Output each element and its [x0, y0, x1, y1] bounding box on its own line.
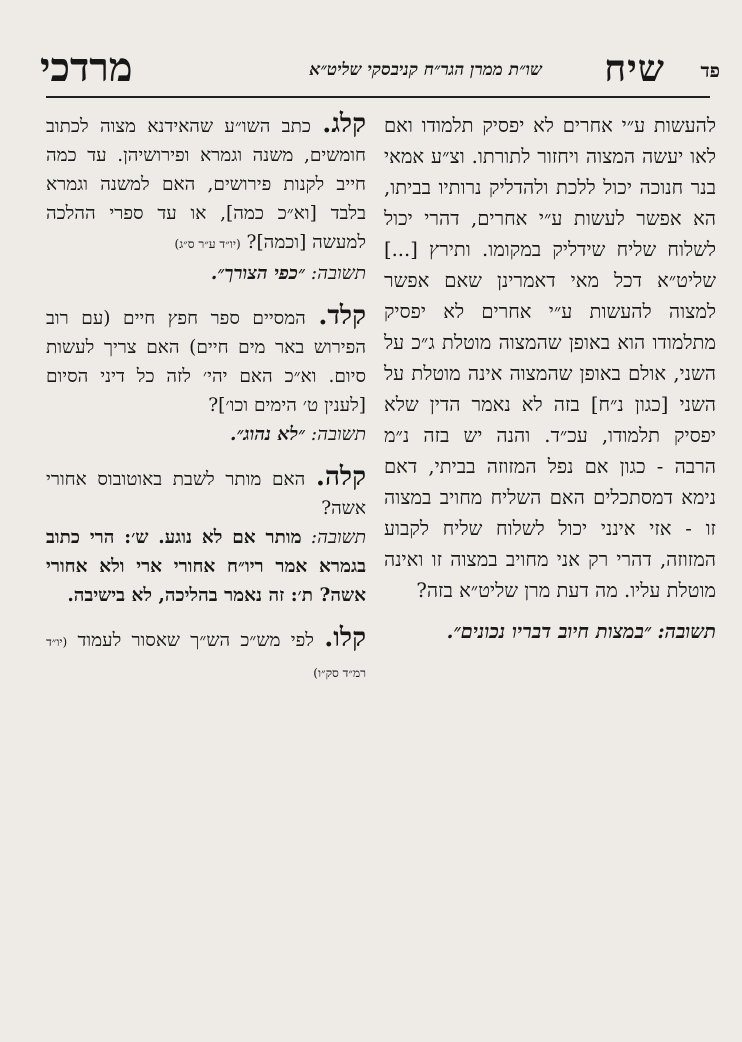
source-reference: (יו״ד רמ״ד סק״ו) [46, 635, 366, 680]
header-rule [46, 96, 710, 98]
item-question: האם מותר לשבת באוטובוס אחורי אשה? [46, 469, 366, 519]
page-number: פד [700, 60, 720, 82]
right-column [384, 110, 716, 647]
header-name: מרדכי [40, 44, 133, 91]
source-reference: (יו״ד ע״ר ס״ג) [174, 237, 241, 251]
qa-item [46, 624, 366, 688]
left-column [46, 110, 366, 702]
answer-label: תשובה: [310, 527, 366, 548]
qa-item [46, 110, 366, 288]
page-header [40, 40, 720, 96]
header-subtitle: שו״ת ממרן הגר״ח קניבסקי שליט״א [309, 60, 542, 80]
answer-label: תשובה: [657, 620, 716, 643]
answer-text: ״במצות חיוב דבריו נכונים״. [446, 620, 652, 643]
item-question: המסיים ספר חפץ חיים (עם רוב הפירוש באר מים חיים) האם צריך לעשות סיום. וא״כ האם יהי׳ לזה כל דיני הסיום [לענין ט׳ הימים וכו׳]? [46, 308, 366, 416]
item-number: קלד. [318, 301, 366, 331]
item-number: קלה. [315, 462, 366, 492]
answer-text: ״כפי הצורך״. [210, 263, 305, 284]
item-answer [46, 523, 366, 610]
item-answer [46, 420, 366, 449]
qa-item [46, 302, 366, 449]
item-number: קלג. [322, 109, 366, 139]
answer-label: תשובה: [310, 424, 366, 445]
item-question: כתב השו״ע שהאידנא מצוה לכתוב חומשים, משנה וגמרא ופירושיהן. עד כמה חייב לקנות פירושים, האם למשנה וגמרא בלבד [וא״כ כמה], או עד ספרי ההלכה למעשה [וכמה]? [46, 116, 366, 253]
item-number: קלו. [324, 623, 366, 653]
item-question: לפי מש״כ הש״ך שאסור לעמוד [77, 630, 314, 651]
header-title: שיח [604, 46, 665, 90]
answer-label: תשובה: [310, 263, 366, 284]
item-answer [46, 259, 366, 288]
qa-item [46, 463, 366, 610]
answer [384, 616, 716, 647]
answer-text: מותר אם לא נוגע. ש׳: הרי כתוב בגמרא אמר ריו״ח אחורי ארי ולא אחורי אשה? ת׳: זה נאמר בהליכה, לא בישיבה. [46, 527, 366, 606]
paragraph: להעשות ע״י אחרים לא יפסיק תלמודו ואם לאו יעשה המצוה ויחזור לתורתו. וצ״ע אמאי בנר חנוכה יכול ללכת ולהדליק נרותיו בביתו, הא אפשר לעשות ע״י אחרים, דהרי יכול לשלוח שליח שידליק במקומו. ותירץ [...] שליט״א דכל מאי דאמרינן שאם אפשר למצוה להעשות ע״י אחרים לא יפסיק מתלמודו הוא באופן שהמצוה מוטלת ג״כ על השני, אולם באופן שהמצוה אינה מוטלת על השני [כגון נ״ח] בזה לא נאמר הדין שלא יפסיק תלמודו, עכ״ד. והנה יש בזה נ״מ הרבה - כגון אם נפל המזוזה בביתי, דאם נימא דמסתכלים האם השליח מחויב במצוה זו - אזי אינני יכול לשלוח שליח לקבוע המזוזה, דהרי רק אני מחויב במצוה זו ואינה מוטלת עליו. מה דעת מרן שליט״א בזה? [384, 114, 716, 602]
answer-text: ״לא נהוג״. [230, 424, 305, 445]
